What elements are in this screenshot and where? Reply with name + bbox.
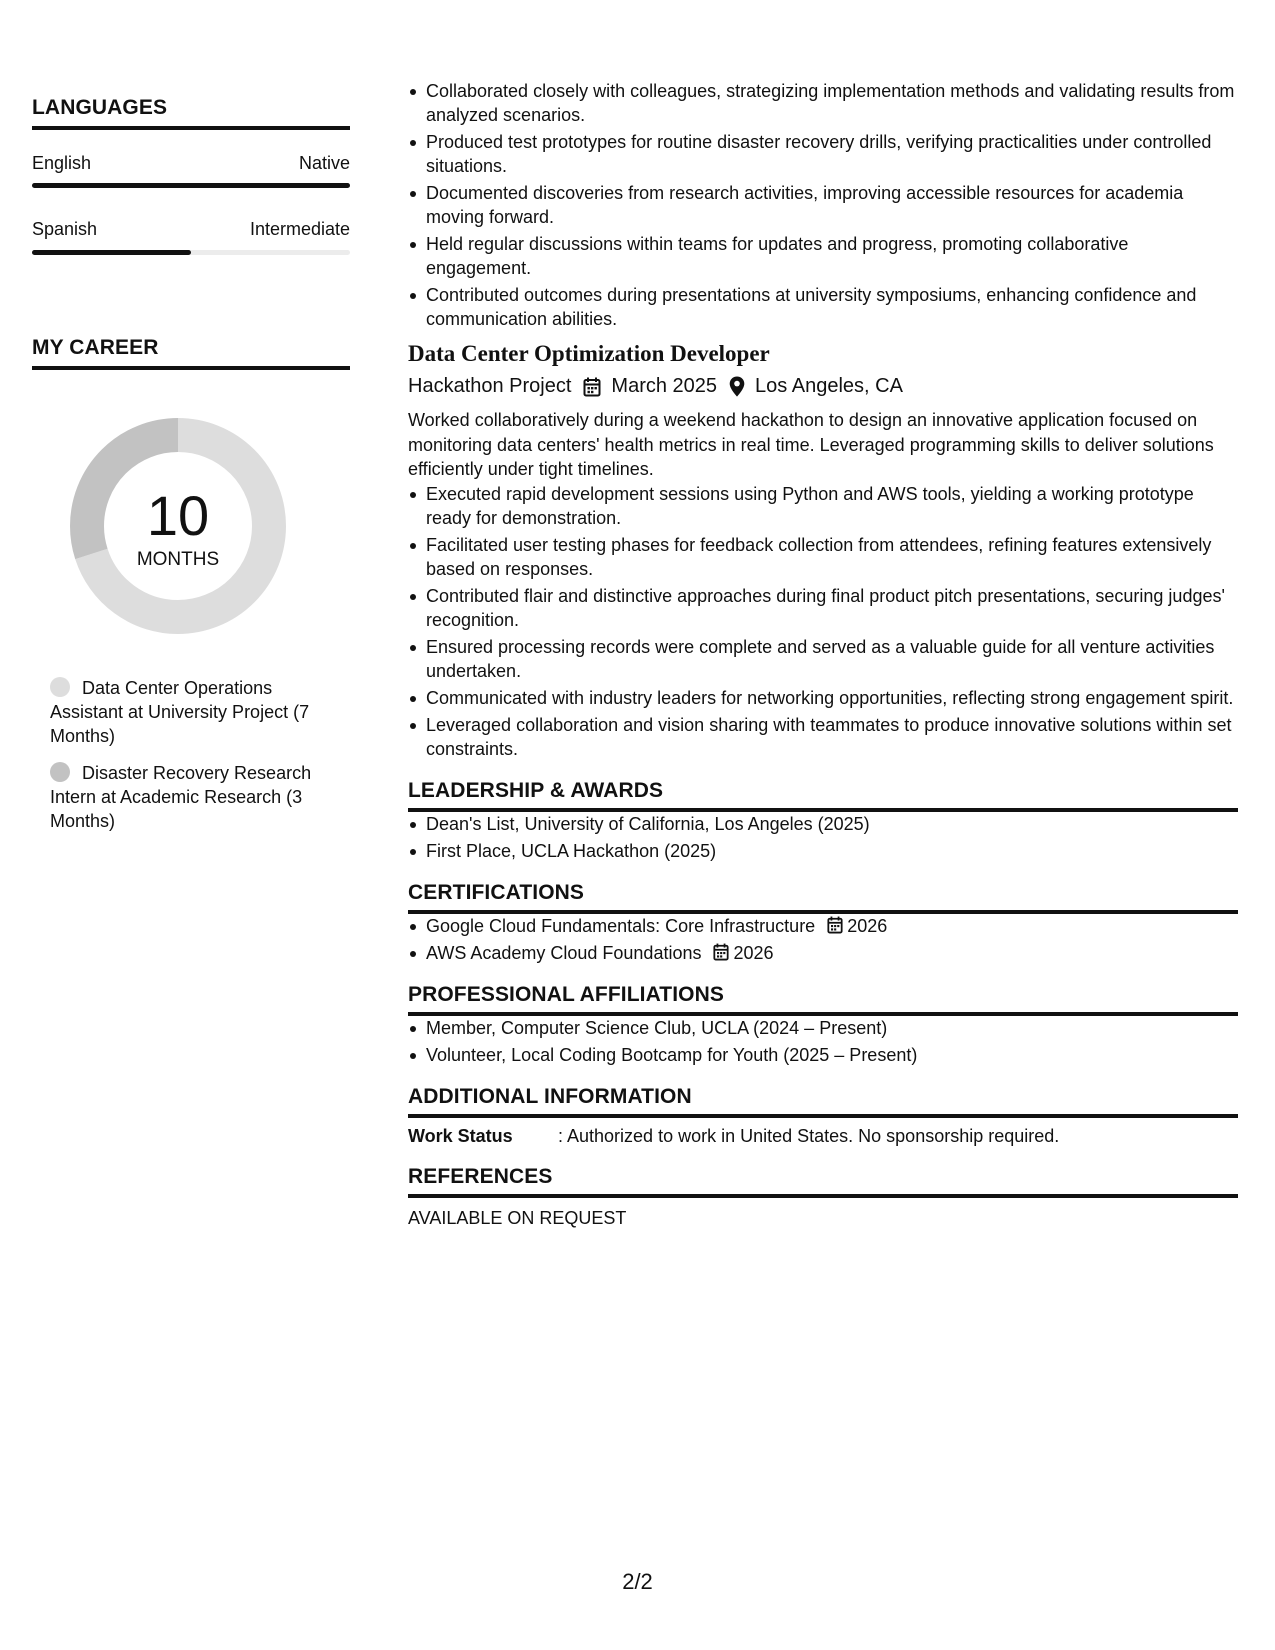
references-text: AVAILABLE ON REQUEST [408, 1207, 627, 1228]
references-section [408, 1165, 1238, 1229]
right-column [408, 0, 1238, 1229]
bullet-item: Contributed outcomes during presentations at university symposiums, enhancing confidence and communication abilities. [426, 283, 1238, 331]
career-legend-item [50, 761, 340, 833]
job-org: Hackathon Project [408, 375, 572, 397]
bullet-item: Executed rapid development sessions using Python and AWS tools, yielding a working prototype ready for demonstration. [426, 482, 1238, 530]
previous-job-bullets [408, 79, 1238, 331]
bullet-item: Facilitated user testing phases for feedback collection from attendees, refining features extensively based on responses. [426, 533, 1238, 581]
certifications-section [408, 881, 1238, 965]
affiliation-item: Volunteer, Local Coding Bootcamp for Youth (2025 – Present) [426, 1043, 1238, 1067]
certification-year: 2026 [733, 942, 774, 963]
career-heading: MY CAREER [32, 336, 350, 370]
bullet-item: Communicated with industry leaders for networking opportunities, reflecting strong engagement spirit. [426, 686, 1238, 710]
affiliations-list [408, 1016, 1238, 1067]
language-bar-fill [32, 183, 350, 188]
affiliations-section [408, 983, 1238, 1067]
bullet-item: Held regular discussions within teams for updates and progress, promoting collaborative engagement. [426, 232, 1238, 280]
certifications-heading: CERTIFICATIONS [408, 881, 1238, 914]
language-bar-fill [32, 250, 191, 255]
calendar-icon [827, 916, 843, 934]
career-legend-label: Data Center Operations Assistant at University Project (7 Months) [50, 678, 310, 746]
bullet-item: Produced test prototypes for routine disaster recovery drills, verifying practicalities under controlled situations. [426, 130, 1238, 178]
job-meta [408, 375, 1238, 398]
career-total-value: 10 [146, 484, 210, 547]
certifications-list [408, 914, 1238, 965]
leadership-heading: LEADERSHIP & AWARDS [408, 779, 1238, 812]
job-description: Worked collaboratively during a weekend hackathon to design an innovative application focused on monitoring data centers' health metrics in real time. Leveraged programming skills to deliver solutions efficiently under tight timelines. [408, 410, 1214, 479]
languages-heading: LANGUAGES [32, 96, 350, 130]
bullet-item: Leveraged collaboration and vision sharing with teammates to produce innovative solutions within set constraints. [426, 713, 1238, 761]
additional-info-section [408, 1085, 1238, 1147]
bullet-item: Ensured processing records were complete and served as a valuable guide for all venture activities undertaken. [426, 635, 1238, 683]
certification-year: 2026 [847, 915, 888, 936]
career-legend-label: Disaster Recovery Research Intern at Academic Research (3 Months) [50, 763, 312, 831]
job-title: Data Center Optimization Developer [408, 341, 770, 366]
language-level: Native [298, 153, 350, 173]
certification-name: Google Cloud Fundamentals: Core Infrastructure [426, 915, 816, 936]
certification-name: AWS Academy Cloud Foundations [426, 942, 702, 963]
career-legend [50, 676, 340, 846]
bullet-item: Collaborated closely with colleagues, strategizing implementation methods and validating results from analyzed scenarios. [426, 79, 1238, 127]
career-total-unit: MONTHS [136, 549, 220, 570]
work-status-value: : Authorized to work in United States. No sponsorship required. [558, 1125, 1060, 1146]
calendar-icon [583, 377, 601, 397]
affiliations-heading: PROFESSIONAL AFFILIATIONS [408, 983, 1238, 1016]
bullet-item: Documented discoveries from research activities, improving accessible resources for academia moving forward. [426, 181, 1238, 229]
job-date: March 2025 [611, 375, 718, 397]
language-bar-spanish [32, 250, 350, 255]
work-status-label: Work Status [408, 1125, 513, 1146]
award-item: First Place, UCLA Hackathon (2025) [426, 839, 1238, 863]
calendar-icon [713, 943, 729, 961]
work-status-row [408, 1126, 1238, 1147]
affiliation-item: Member, Computer Science Club, UCLA (2024 – Present) [426, 1016, 1238, 1040]
career-legend-item [50, 676, 340, 748]
job-bullets [408, 482, 1238, 761]
language-name: Spanish [32, 219, 98, 239]
award-item: Dean's List, University of California, Los Angeles (2025) [426, 812, 1238, 836]
page-number: 2/2 [622, 1569, 653, 1594]
leadership-list [408, 812, 1238, 863]
language-level: Intermediate [249, 219, 350, 239]
job-location: Los Angeles, CA [755, 375, 903, 397]
certification-item [426, 914, 1238, 938]
leadership-section [408, 779, 1238, 863]
location-pin-icon [729, 376, 745, 397]
language-name: English [32, 153, 92, 173]
language-bar-english [32, 183, 350, 188]
legend-dot [50, 677, 70, 697]
references-heading: REFERENCES [408, 1165, 1238, 1198]
certification-item [426, 941, 1238, 965]
additional-info-heading: ADDITIONAL INFORMATION [408, 1085, 1238, 1118]
legend-dot [50, 762, 70, 782]
bullet-item: Contributed flair and distinctive approaches during final product pitch presentations, securing judges' recognition. [426, 584, 1238, 632]
